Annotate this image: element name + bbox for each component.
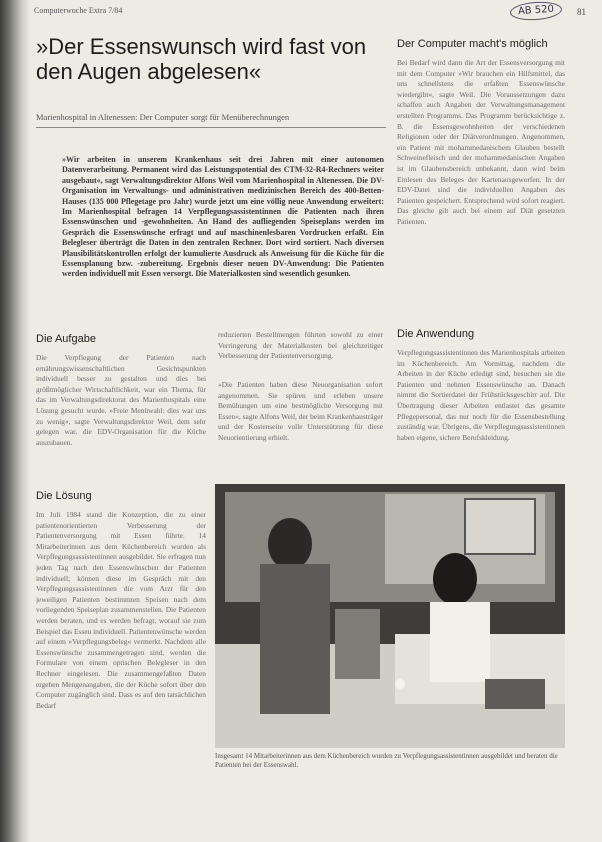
photo-caption: Insgesamt 14 Mitarbeiterinnen aus dem Küchenbereich wurden zu Verpflegungsassistentinnen ausgebildet und beraten die Patienten bei der Essenswahl. [215,752,558,769]
article-intro: »Wir arbeiten in unserem Krankenhaus seit drei Jahren mit einer autonomen Datenverarbeitung. Permanent wird das Leistungspotential des CTM-32-R4-Rechners weiter ausgebaut«, sagt Verwaltungsdirektor Alfons Weil vom Marienhospital in Altenessen. Die DV-Organisation im Verwaltungs- und administrativen medizinischen Bereich des 400-Betten-Hauses (135 000 Pflegetage pro Jahr) wurde jetzt um eine völlig neue Anwendung erweitert: Im Marienhospital befragen 14 Verpflegungsassistentinnen die Patienten nach ihren Essenswünschen und -gewohnheiten. An Hand des aufliegenden Speiseplans werden im Gespräch die Essenswünsche erfragt und auf maschinenlesbaren Vordrucken erfaßt. Ein Belegleser überträgt die Daten in den zentralen Rechner. Dort wird sortiert. Nach diversen Plausibilitätskontrollen erfolgt der kumulierte Ausdruck als Anweisung für die Küche für die Essensplanung bzw. -zubereitung. Ergebnis dieser neuen DV-Anwendung: Die Patienten werden individuell mit Essen versorgt. Die Materialkosten sind wesentlich gesunken. [62,155,384,279]
running-head: Computerwoche Extra 7/84 [34,6,123,15]
title-rule [36,127,386,128]
article-title: »Der Essenswunsch wird fast von den Augen abgelesen« [36,34,367,84]
photo-illustration [215,484,565,748]
binding-gutter [0,0,30,842]
heading-loesung: Die Lösung [36,490,92,502]
article-photo [215,484,565,748]
text-computer: Bei Bedarf wird dann die Art der Essensversorgung mit mit dem Computer »Wir brauchen ein Hilfsmittel, das uns schnellstens die erfaßten Essenswünsche wiedergibt«, sagte Weil. Die Voraussetzungen dazu schaffen auch Angaben der Verwaltungsmanagement erstellten Programms. Das Programm berücksichtige z. B. die Essensgewohnheiten der verschiedenen Religionen oder der Diätverordnungen. Angenommen, ein Patient mit mohammedanischem Glauben bestellt Schweinefleisch und der mohammedanischen Angaben ist im Glaubensbereich unbekannt, dann wird beim Einlesen des Beleges der Kartenausgeworfen. In der EDV-Datei sind die individuellen Angaben des Patienten gespeichert. Entsprechend wird sofort reagiert. Das gleiche gilt auch bei einem auf Diät gesetzten Patienten. [397,58,565,226]
article-subtitle: Marienhospital in Altenessen: Der Computer sorgt für Menüberechnungen [36,112,290,122]
handwritten-mark: AB 520 [509,0,562,22]
heading-aufgabe: Die Aufgabe [36,333,96,345]
text-anwendung: Verpflegungsassistentinnen des Marienhospitals arbeiten im Küchenbereich. Am Vormittag, nachdem die Arbeiten in der Küche erledigt sind, besuchen sie die Patienten und nehmen Essenswünsche an. Danach nimmt die Sortierdatei der Frühstücksgeschirr auf. Die Übertragung dieser Arbeiten entlastet das gesamte Pflegepersonal, das nur noch für die Essensbestellung zuständig war. Übrigens, die Verpflegungsassistentinnen haben eigene, sichere Berufskleidung. [397,348,565,442]
heading-anwendung: Die Anwendung [397,328,475,340]
heading-computer: Der Computer macht's möglich [397,38,548,50]
text-aufgabe: Die Verpflegung der Patienten nach ernährungswissenschaftlichen Gesichtspunkten individuell besser zu gestalten und dies bei größtmöglicher Wirtschaftlichkeit, war ein Thema, für das im Verwaltungsdirektorat des Marienhospitals eine Lösung gesucht wurde. »Freie Menüwahl: dies war uns zu wenig«, sagte Verwaltungsdirektor Weil, dem sehr gelegen war, die EDV-Organisation für die Küche auszubauen. [36,353,206,447]
text-loesung: Im Juli 1984 stand die Konzeption, die zu einer patientenorientierten Verbesserung der Patientenversorgung mit Essen führte. 14 Mitarbeiterinnen aus dem Küchenbereich wurden als Verpflegungsassistentinnen ausgebildet. Sie erfragen nun jeden Tag nach den Essenswünschen der Patienten individuell; können diese im Gespräch mit den Verpflegungsassistentinnen die vom Arzt für den jeweiligen Patienten bestimmten Speisen nach dem vorliegenden Speiseplan zusammenstellen. Die Patienten werden beraten, und es werden befragt, worauf sie zum Beispiel das Essen individuell. Patientenwünsche werden auf einem »Verpflegungsbeleg« vermerkt. Nachdem alle Essenswünsche zusammengetragen sind, werden die Formulare von einem optischen Belegleser in den Rechner eingelesen. Die zusammengefaßten Daten ergeben Mengenangaben, die der Küche sofort über den Computer zugänglich sind. Dass es auf den tatsächlichen Bedarf [36,510,206,710]
text-mid-2: »Die Patienten haben diese Neuorganisation sofort angenommen. Sie spüren und erleben unsere Bemühungen um eine bestmögliche Versorgung mit Essen«, sagte Alfons Weil, der beim Krankenhausträger und der Kostenseite volle Unterstützung für diese Neuorientierung erhielt. [218,380,383,442]
page-number: 81 [577,7,586,17]
text-mid-1: reduzierten Bestellmengen führten sowohl zu einer Verringerung der Materialkosten bei gleichzeitiger Verbesserung der Patientenversorgung. [218,330,383,361]
